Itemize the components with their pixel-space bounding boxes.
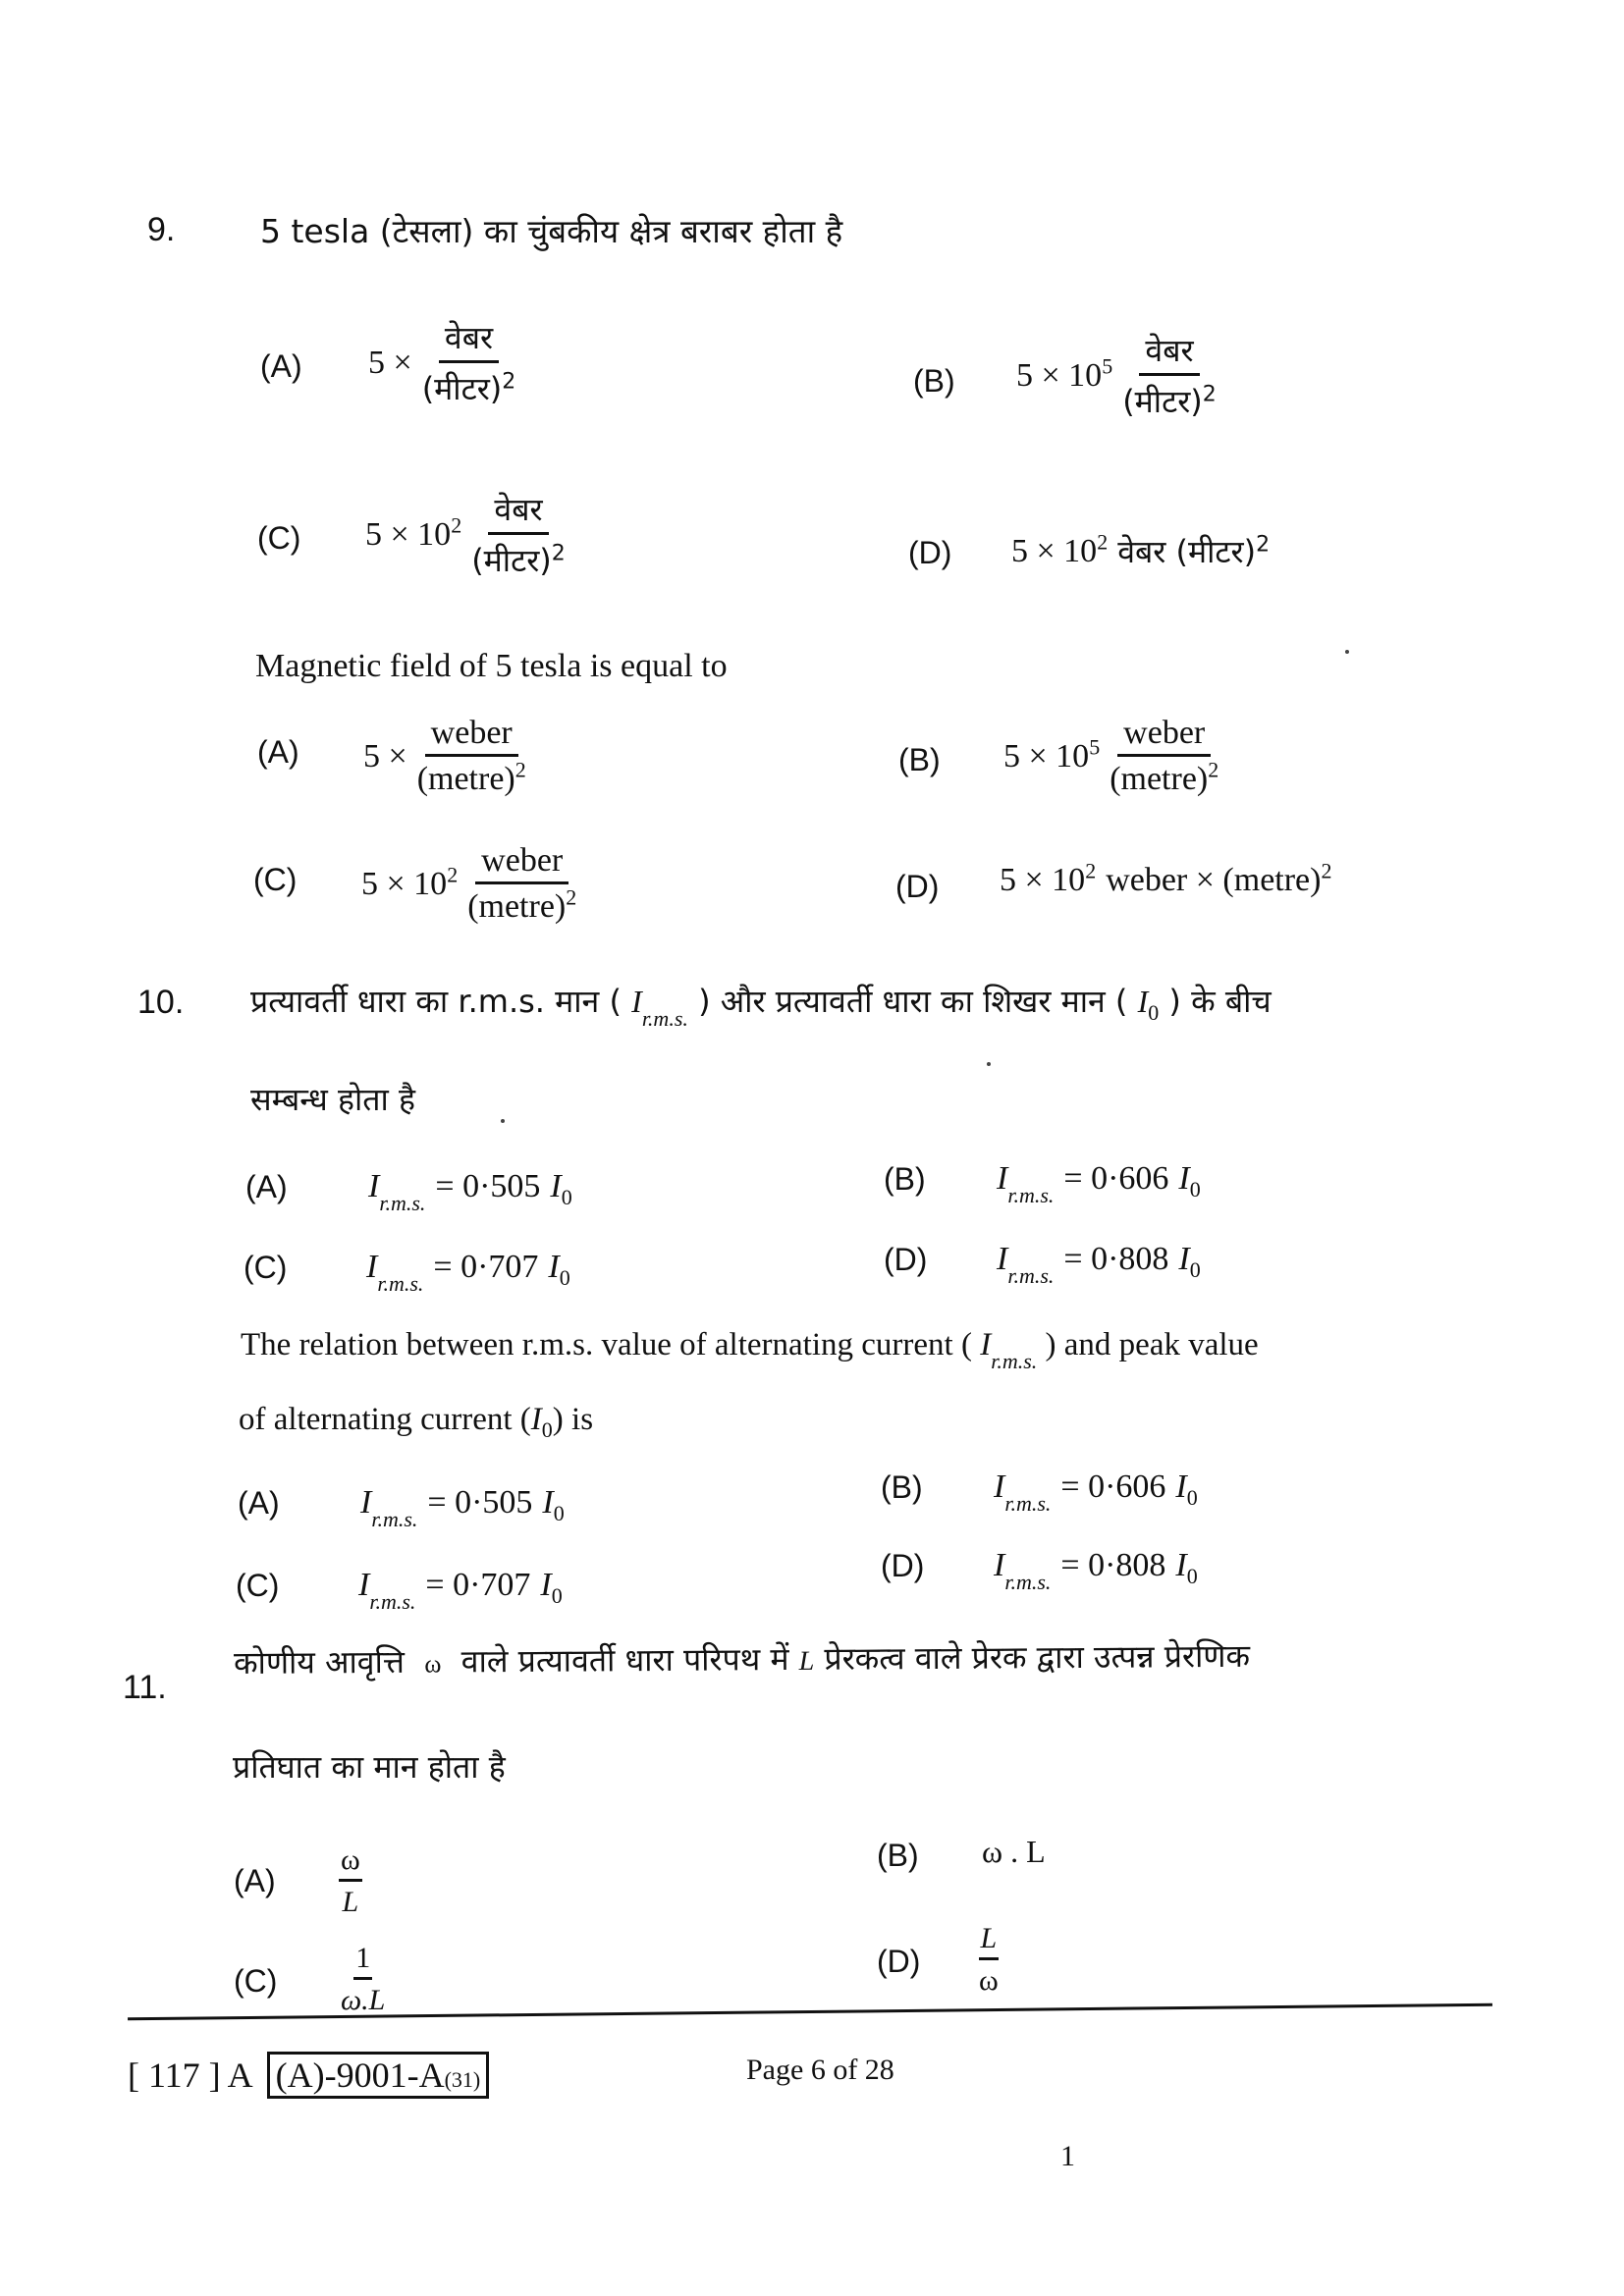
coefficient-text: 5 × 10 xyxy=(361,865,448,902)
subscript-0: 0 xyxy=(561,1185,572,1209)
subscript-rms: r.m.s. xyxy=(641,1006,688,1031)
q9-en-option-b-label: (B) xyxy=(898,742,941,777)
inductance-symbol: L xyxy=(798,1645,815,1677)
numerator: weber xyxy=(425,715,518,757)
coefficient xyxy=(365,512,462,554)
symbol-i-rms xyxy=(997,1241,1055,1288)
q11-option-d-label: (D) xyxy=(877,1944,921,1979)
symbol-i-rms xyxy=(360,1484,418,1531)
exponent: 2 xyxy=(1202,382,1217,407)
exponent: 2 xyxy=(1208,757,1219,782)
symbol-i0 xyxy=(1175,1468,1198,1510)
exponent: 2 xyxy=(451,512,462,538)
question-11-number: 11. xyxy=(123,1669,167,1706)
fraction xyxy=(467,842,576,926)
symbol-i: I xyxy=(550,1168,562,1204)
stem-text: ) और प्रत्यावर्ती धारा का शिखर मान ( xyxy=(698,983,1128,1020)
denominator xyxy=(1122,376,1217,422)
denominator-text: (मीटर) xyxy=(1122,383,1203,420)
subscript-0: 0 xyxy=(541,1417,553,1442)
q10-en-option-d[interactable] xyxy=(881,1547,1198,1594)
unit-text-body: weber × (metre) xyxy=(1106,862,1322,898)
numerator: वेबर xyxy=(1139,329,1199,376)
symbol-i: I xyxy=(1175,1468,1187,1505)
q9-en-option-d[interactable] xyxy=(1000,858,1332,899)
symbol-i: I xyxy=(1178,1241,1190,1277)
q9-hi-option-c-label: (C) xyxy=(257,520,301,556)
q10-en-options xyxy=(236,1468,1318,1631)
scan-speck xyxy=(1345,650,1349,654)
q9-en-option-a[interactable] xyxy=(363,715,526,798)
code-left: [ 117 ] A xyxy=(128,2056,253,2095)
fraction xyxy=(422,316,516,409)
bottom-mark: 1 xyxy=(1060,2140,1075,2172)
symbol-i: I xyxy=(980,1327,992,1362)
symbol-i-rms xyxy=(368,1168,426,1215)
question-10-stem-hindi-line2: सम्बन्ध होता है xyxy=(250,1081,415,1118)
q9-hi-option-b-label: (B) xyxy=(913,363,955,399)
numerator: वेबर xyxy=(439,316,499,363)
coefficient-text: 5 × 10 xyxy=(1011,532,1098,569)
code-boxed-sub: (31) xyxy=(444,2067,481,2092)
denominator-text: (मीटर) xyxy=(471,542,552,579)
subscript-rms: r.m.s. xyxy=(369,1589,416,1614)
subscript-0: 0 xyxy=(1186,1485,1198,1510)
code-boxed xyxy=(267,2052,490,2099)
option-value: = 0·808 xyxy=(1060,1547,1166,1583)
fraction xyxy=(1110,715,1218,798)
q10-en-option-a[interactable] xyxy=(238,1484,565,1531)
q11-option-b[interactable] xyxy=(982,1834,1046,1870)
exponent: 2 xyxy=(447,862,459,887)
code-boxed-text: (A)-9001-A xyxy=(275,2056,445,2095)
question-10-stem-english-line2 xyxy=(239,1402,594,1442)
question-11-stem-hindi-line1 xyxy=(234,1634,1250,1683)
exponent: 2 xyxy=(1321,858,1332,883)
q10-hi-option-a[interactable] xyxy=(245,1168,572,1215)
symbol-i: I xyxy=(542,1484,554,1521)
numerator: ω xyxy=(339,1843,362,1882)
q11-option-c[interactable] xyxy=(339,1942,387,2017)
subscript-rms: r.m.s. xyxy=(371,1507,418,1531)
numerator: L xyxy=(979,1922,1000,1960)
footer-paper-code xyxy=(128,2052,489,2099)
option-value: = 0·707 xyxy=(433,1249,539,1285)
symbol-i: I xyxy=(994,1468,1005,1505)
option-value: = 0·808 xyxy=(1063,1241,1169,1277)
q11-option-d[interactable] xyxy=(977,1922,1001,1998)
option-label: (A) xyxy=(245,1168,288,1204)
coefficient xyxy=(1011,529,1109,570)
symbol-i0 xyxy=(530,1402,553,1442)
option-label: (D) xyxy=(881,1547,925,1583)
stem-text: ) के बीच xyxy=(1168,983,1272,1020)
symbol-i: I xyxy=(366,1249,378,1285)
symbol-i: I xyxy=(548,1249,560,1285)
stem-text: प्रत्यावर्ती धारा का r.m.s. मान ( xyxy=(250,983,622,1020)
symbol-i: I xyxy=(994,1547,1005,1583)
denominator: L xyxy=(342,1886,359,1918)
option-value: = 0·606 xyxy=(1063,1160,1169,1197)
fraction xyxy=(417,715,526,798)
coefficient: 5 × xyxy=(368,344,412,381)
numerator: 1 xyxy=(353,1942,372,1980)
q9-en-option-d-label: (D) xyxy=(895,869,940,904)
exponent: 2 xyxy=(514,757,526,782)
symbol-i-rms xyxy=(366,1249,424,1296)
fraction xyxy=(1122,329,1217,422)
q10-hi-options xyxy=(244,1160,1326,1315)
unit-text-body: वेबर (मीटर) xyxy=(1117,533,1257,570)
symbol-i: I xyxy=(360,1484,372,1521)
stem-text: प्रेरकत्व वाले प्रेरक द्वारा उत्पन्न प्रेरणिक xyxy=(824,1636,1251,1678)
q9-hi-option-d[interactable] xyxy=(1011,530,1270,572)
symbol-i-rms xyxy=(994,1468,1052,1516)
q9-en-option-c-label: (C) xyxy=(253,862,298,897)
symbol-i: I xyxy=(997,1241,1008,1277)
subscript-rms: r.m.s. xyxy=(991,1349,1038,1373)
subscript-0: 0 xyxy=(1189,1177,1201,1201)
symbol-i: I xyxy=(368,1168,380,1204)
fraction xyxy=(339,1942,387,2017)
q10-en-option-b[interactable] xyxy=(881,1468,1198,1516)
q11-option-c-label: (C) xyxy=(234,1963,278,1999)
symbol-i: I xyxy=(997,1160,1008,1197)
omega-symbol: ω xyxy=(424,1649,442,1679)
coefficient xyxy=(1016,353,1113,395)
stem-text: of alternating current ( xyxy=(239,1402,531,1437)
option-label: (C) xyxy=(244,1249,288,1285)
exponent: 2 xyxy=(502,369,516,395)
stem-text: The relation between r.m.s. value of alternating current ( xyxy=(241,1327,972,1362)
exponent: 2 xyxy=(1097,529,1109,555)
stem-text: वाले प्रत्यावर्ती धारा परिपथ में xyxy=(460,1640,789,1681)
symbol-i-rms xyxy=(631,984,688,1031)
subscript-0: 0 xyxy=(1189,1257,1201,1282)
option-value: = 0·505 xyxy=(435,1168,541,1204)
option-value: = 0·606 xyxy=(1060,1468,1166,1505)
q10-en-option-c[interactable] xyxy=(236,1567,563,1614)
question-9-number: 9. xyxy=(147,211,176,248)
symbol-i-rms xyxy=(994,1547,1052,1594)
denominator xyxy=(1110,757,1218,798)
symbol-i0 xyxy=(1178,1241,1201,1282)
q9-en-option-a-label: (A) xyxy=(257,734,299,770)
symbol-i-rms xyxy=(980,1327,1038,1373)
stem-text: कोणीय आवृत्ति xyxy=(233,1642,406,1682)
coefficient: 5 × xyxy=(363,737,407,774)
q10-hi-option-d[interactable] xyxy=(884,1241,1201,1288)
numerator: weber xyxy=(475,842,568,884)
question-10-number: 10. xyxy=(137,984,185,1021)
symbol-i0 xyxy=(1137,984,1160,1025)
stem-text: ) and peak value xyxy=(1045,1327,1259,1362)
subscript-rms: r.m.s. xyxy=(377,1271,424,1296)
option-value: = 0·505 xyxy=(427,1484,533,1521)
option-label: (C) xyxy=(236,1567,280,1603)
coefficient xyxy=(1000,858,1097,899)
q10-hi-option-b[interactable] xyxy=(884,1160,1201,1207)
symbol-i: I xyxy=(540,1567,552,1603)
q9-en-option-b[interactable] xyxy=(1003,715,1218,798)
question-10-stem-english-line1 xyxy=(241,1327,1259,1373)
coefficient xyxy=(1003,734,1101,775)
q9-en-option-c[interactable] xyxy=(361,842,576,926)
symbol-i: I xyxy=(1175,1547,1187,1583)
unit-text xyxy=(1106,858,1332,899)
symbol-i0 xyxy=(1178,1160,1201,1201)
denominator xyxy=(417,757,526,798)
exponent: 2 xyxy=(551,541,566,566)
option-label: (B) xyxy=(884,1160,926,1197)
denominator: ω xyxy=(979,1964,999,1997)
numerator: weber xyxy=(1117,715,1211,757)
q11-option-a-label: (A) xyxy=(234,1863,276,1898)
stem-text: ) is xyxy=(552,1402,594,1437)
q9-hi-option-c[interactable] xyxy=(365,488,566,581)
unit-text xyxy=(1117,530,1270,572)
coefficient-text: 5 × 10 xyxy=(1003,737,1090,774)
subscript-0: 0 xyxy=(553,1501,565,1525)
subscript-0: 0 xyxy=(551,1583,563,1608)
question-10-stem-hindi-line1 xyxy=(250,980,1272,1031)
option-value: = 0·707 xyxy=(425,1567,531,1603)
symbol-i0 xyxy=(548,1249,570,1290)
denominator xyxy=(422,363,516,409)
q9-hi-option-a[interactable] xyxy=(368,316,515,409)
symbol-i0 xyxy=(1175,1547,1198,1588)
subscript-rms: r.m.s. xyxy=(1004,1491,1052,1516)
option-value: ω . L xyxy=(982,1834,1046,1869)
coefficient-text: 5 × 10 xyxy=(365,515,452,553)
symbol-i: I xyxy=(358,1567,370,1603)
subscript-0: 0 xyxy=(1186,1564,1198,1588)
q11-option-a[interactable] xyxy=(339,1843,362,1919)
numerator: वेबर xyxy=(488,488,548,535)
subscript-rms: r.m.s. xyxy=(1007,1183,1055,1207)
option-label: (B) xyxy=(881,1468,923,1505)
denominator-text: (metre) xyxy=(416,761,515,797)
exponent: 2 xyxy=(1256,532,1271,558)
exponent: 2 xyxy=(566,884,577,910)
q11-option-b-label: (B) xyxy=(877,1838,919,1873)
exponent: 5 xyxy=(1089,734,1101,760)
coefficient-text: 5 × 10 xyxy=(1000,862,1086,898)
exponent: 2 xyxy=(1085,858,1097,883)
coefficient xyxy=(361,862,459,903)
coefficient-text: 5 × 10 xyxy=(1016,356,1103,394)
subscript-rms: r.m.s. xyxy=(379,1191,426,1215)
denominator xyxy=(467,884,576,926)
subscript-0: 0 xyxy=(559,1265,570,1290)
fraction xyxy=(339,1843,362,1919)
symbol-i: I xyxy=(631,984,642,1019)
symbol-i0 xyxy=(540,1567,563,1608)
subscript-0: 0 xyxy=(1148,1000,1160,1025)
q9-hi-option-b[interactable] xyxy=(1016,329,1217,422)
subscript-rms: r.m.s. xyxy=(1004,1570,1052,1594)
scan-speck xyxy=(501,1119,505,1123)
symbol-i-rms xyxy=(358,1567,416,1614)
footer-divider xyxy=(128,2003,1492,2021)
scan-speck xyxy=(987,1062,991,1066)
denominator xyxy=(471,535,566,581)
denominator: ω.L xyxy=(341,1984,386,2016)
symbol-i: I xyxy=(530,1402,542,1437)
question-11-stem-hindi-line2: प्रतिघात का मान होता है xyxy=(233,1748,506,1786)
q9-hi-option-d-label: (D) xyxy=(908,535,952,570)
q10-hi-option-c[interactable] xyxy=(244,1249,570,1296)
symbol-i0 xyxy=(542,1484,565,1525)
fraction xyxy=(977,1922,1001,1998)
denominator-text: (मीटर) xyxy=(421,370,503,407)
symbol-i: I xyxy=(1178,1160,1190,1197)
denominator-text: (metre) xyxy=(1110,761,1209,797)
denominator-text: (metre) xyxy=(467,888,567,925)
page-indicator: Page 6 of 28 xyxy=(746,2054,894,2086)
option-label: (A) xyxy=(238,1484,280,1521)
symbol-i0 xyxy=(550,1168,572,1209)
question-9-stem-hindi: 5 tesla (टेसला) का चुंबकीय क्षेत्र बराबर होता है xyxy=(260,212,843,250)
option-label: (D) xyxy=(884,1241,928,1277)
symbol-i: I xyxy=(1137,984,1149,1019)
fraction xyxy=(471,488,566,581)
q9-hi-option-a-label: (A) xyxy=(260,348,302,384)
subscript-rms: r.m.s. xyxy=(1007,1263,1055,1288)
question-9-stem-english: Magnetic field of 5 tesla is equal to xyxy=(255,648,728,684)
symbol-i-rms xyxy=(997,1160,1055,1207)
exponent: 5 xyxy=(1102,353,1113,379)
